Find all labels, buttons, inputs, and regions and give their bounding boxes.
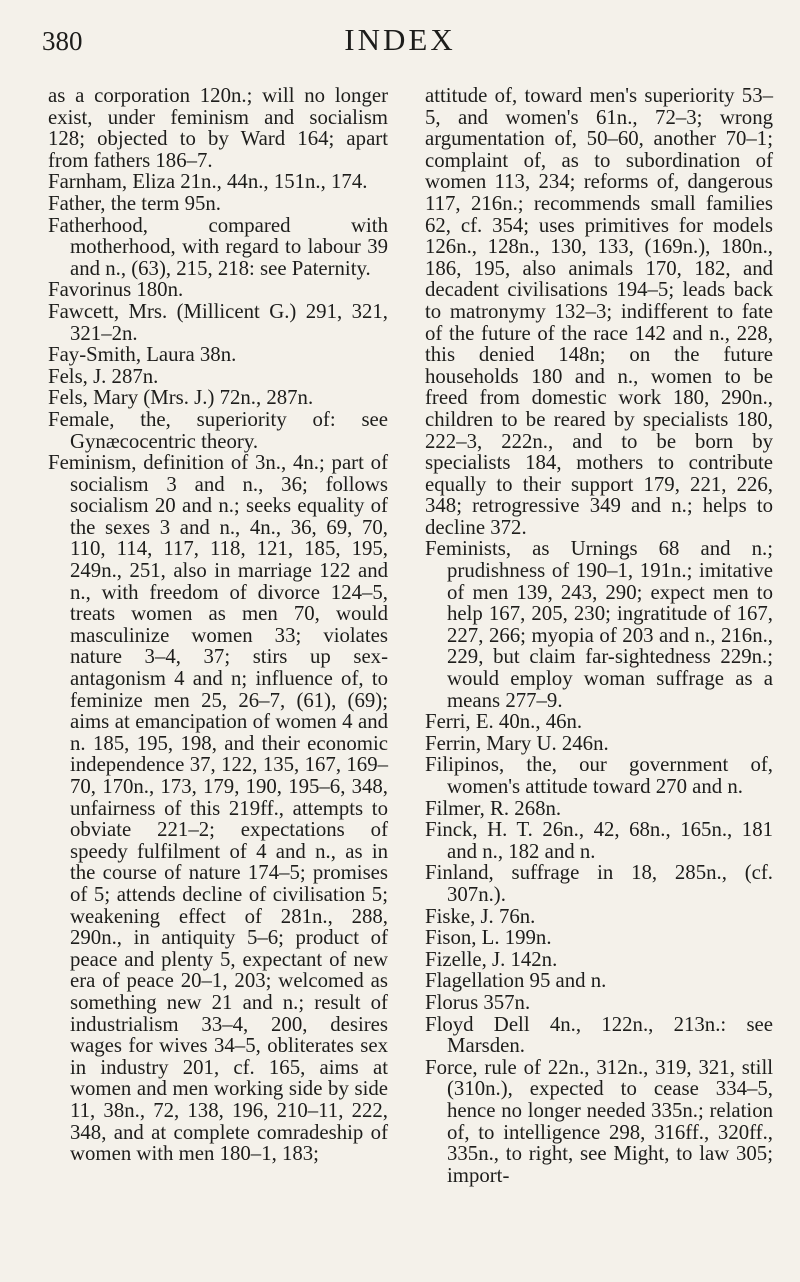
index-entry: Favorinus 180n.	[48, 278, 184, 302]
index-entry: Fiske, J. 76n.	[425, 904, 536, 928]
index-column-right	[425, 85, 773, 1186]
index-entry: Finland, suffrage in 18, 285n., (cf. 307n.).	[425, 861, 773, 906]
index-entry: Female, the, superiority of: see Gynæcocentric theory.	[48, 407, 388, 453]
index-entry: attitude of, toward men's superiority 53–5, and women's 61n., 72–3; wrong argumentation of, 50–60, another 70–1; complaint of, as to subordination of women 113, 234; reforms of, dangerous 117, 216n.; recommends small families 62, cf. 354; uses primitives for models 126n., 128n., 130, 133, (169n.), 180n., 186, 195, also animals 170, 182, and decadent civilisations 194–5; leads back to matronymy 132–3; indifferent to fate of the future of the race 142 and n., 228, this denied 148n; on the future households 180 and n., women to be freed from domestic work 180, 290n., children to be reared by specialists 180, 222–3, 222n., and to be born by specialists 184, mothers to contribute equally to their support 179, 221, 226, 348; retrogressive 349 and n.; helps to decline 372.	[425, 84, 773, 539]
index-column-left	[48, 85, 388, 1165]
index-entry: Floyd Dell 4n., 122n., 213n.: see Marsden.	[425, 1012, 773, 1058]
index-entry: Fels, Mary (Mrs. J.) 72n., 287n.	[48, 386, 314, 410]
index-entry: Farnham, Eliza 21n., 44n., 151n., 174.	[48, 170, 368, 194]
index-entry: Fay-Smith, Laura 38n.	[48, 343, 237, 367]
index-entry: Feminism, definition of 3n., 4n.; part of socialism 3 and n., 36; follows socialism 20 and n.; seeks equality of the sexes 3 and n., 4n., 36, 69, 70, 110, 114, 117, 118, 121, 185, 195, 249n., 251, also in marriage 122 and n., with freedom of divorce 124–5, treats women as men 70, would masculinize women 33; violates nature 3–4, 37; stirs up sex-antagonism 4 and n; influence of, to feminize men 25, 26–7, (61), (69); aims at emancipation of women 4 and n. 185, 195, 198, and their economic independence 37, 122, 135, 167, 169–70, 170n., 173, 179, 190, 195–6, 348, unfairness of this 219ff., attempts to obviate 221–2; expectations of speedy fulfilment of 4 and n., as in the course of nature 174–5; promises of 5; attends decline of civilisation 5; weakening effect of 281n., 288, 290n., in antiquity 5–6; product of peace and plenty 5, expectant of new era of peace 20–1, 203; welcomed as something new 21 and n.; result of industrialism 33–4, 200, desires wages for wives 34–5, obliterates sex in industry 201, cf. 165, aims at women and men working side by side 11, 38n., 72, 138, 196, 210–11, 222, 348, and at complete comradeship of women with men 180–1, 183;	[48, 451, 388, 1166]
index-entry: Fels, J. 287n.	[48, 364, 159, 388]
index-entry: Filipinos, the, our government of, women's attitude toward 270 and n.	[425, 753, 773, 798]
index-entry: Fawcett, Mrs. (Millicent G.) 291, 321, 321–2n.	[48, 299, 388, 345]
index-entry: as a corporation 120n.; will no longer exist, under feminism and socialism 128; objected to by Ward 164; apart from fathers 186–7.	[48, 84, 388, 172]
index-entry: Filmer, R. 268n.	[425, 796, 562, 820]
index-entry: Force, rule of 22n., 312n., 319, 321, still (310n.), expected to cease 334–5, hence no longer needed 335n.; relation of, to intelligence 298, 316ff., 320ff., 335n., to right, see Might, to law 305; import-	[425, 1055, 773, 1187]
index-entry: Finck, H. T. 26n., 42, 68n., 165n., 181 and n., 182 and n.	[425, 818, 773, 863]
index-entry: Florus 357n.	[425, 990, 531, 1014]
index-entry: Fizelle, J. 142n.	[425, 947, 558, 971]
index-entry: Fatherhood, compared with motherhood, with regard to labour 39 and n., (63), 215, 218: see Paternity.	[48, 213, 388, 280]
page-number: 380	[42, 26, 83, 56]
index-entry: Fison, L. 199n.	[425, 926, 552, 950]
index-entry: Flagellation 95 and n.	[425, 969, 607, 993]
index-entry: Father, the term 95n.	[48, 191, 222, 215]
index-entry: Ferri, E. 40n., 46n.	[425, 710, 583, 734]
index-entry: Ferrin, Mary U. 246n.	[425, 731, 609, 755]
index-entry: Feminists, as Urnings 68 and n.; prudishness of 190–1, 191n.; imitative of men 139, 243, 290; expect men to help 167, 205, 230; ingratitude of 167, 227, 266; myopia of 203 and n., 216n., 229, but claim far-sightedness 229n.; would employ woman suffrage as a means 277–9.	[425, 537, 773, 712]
page-header	[0, 20, 800, 70]
page-title: INDEX	[344, 22, 456, 57]
